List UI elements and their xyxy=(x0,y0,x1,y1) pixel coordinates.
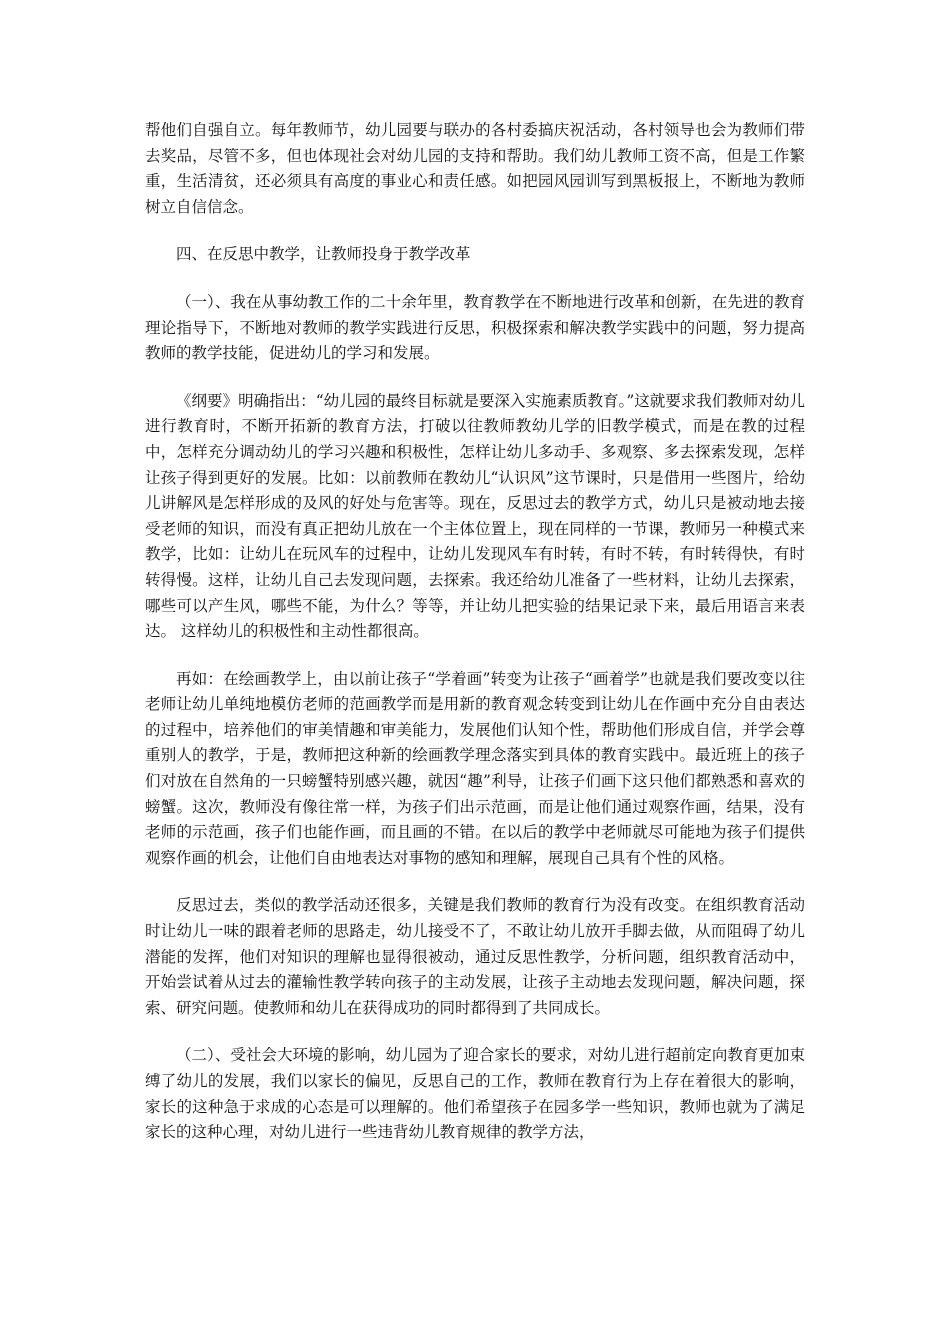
paragraph-gangyao: 《纲要》明确指出：“幼儿园的最终目标就是要深入实施素质教育。”这就要求我们教师对幼儿进行教育时，不断开拓新的教育方法，打破以往教师教幼儿学的旧教学模式，而是在教的过程中，怎样充分调动幼儿的学习兴趣和积极性，怎样让幼儿多动手、多观察、多去探索发现，怎样让孩子得到更好的发展。比如：以前教师在教幼儿“认识风”这节课时，只是借用一些图片，给幼儿讲解风是怎样形成的及风的好处与危害等。现在，反思过去的教学方式，幼儿只是被动地去接受老师的知识，而没有真正把幼儿放在一个主体位置上，现在同样的一节课，教师另一种模式来教学，比如：让幼儿在玩风车的过程中，让幼儿发现风车有时转，有时不转，有时转得快，有时转得慢。这样，让幼儿自己去发现问题，去探索。我还给幼儿准备了一些材料，让幼儿去探索，哪些可以产生风，哪些不能，为什么？等等，并让幼儿把实验的结果记录下来，最后用语言来表达。 这样幼儿的积极性和主动性都很高。 xyxy=(145,391,805,641)
section-heading: 四、在反思中教学，让教师投身于教学改革 xyxy=(176,245,471,264)
paragraph-reflection: 反思过去，类似的教学活动还很多，关键是我们教师的教育行为没有改变。在组织教育活动时让幼儿一味的跟着老师的思路走，幼儿接受不了，不敢让幼儿放开手脚去做，从而阻碍了幼儿潜能的发挥，他们对知识的理解也显得很被动，通过反思性教学，分析问题，组织教育活动中，开始尝试着从过去的灌输性教学转向孩子的主动发展，让孩子主动地去发现问题，解决问题，探索、研究问题。使教师和幼儿在获得成功的同时都得到了共同成长。 xyxy=(145,896,805,1017)
paragraph-continuation: 帮他们自强自立。每年教师节，幼儿园要与联办的各村委搞庆祝活动，各村领导也会为教师们带去奖品，尽管不多，但也体现社会对幼儿园的支持和帮助。我们幼儿教师工资不高，但是工作繁重，生活清贫，还必须具有高度的事业心和责任感。如把园风园训写到黑板报上，不断地为教师树立自信信念。 xyxy=(145,121,805,216)
paragraph-subsection-1: （一）、我在从事幼教工作的二十余年里，教育教学在不断地进行改革和创新，在先进的教育理论指导下，不断地对教师的教学实践进行反思，积极探索和解决教学实践中的问题，努力提高教师的教学技能，促进幼儿的学习和发展。 xyxy=(145,292,805,363)
document-page xyxy=(145,118,805,1168)
paragraph-subsection-2: （二）、受社会大环境的影响，幼儿园为了迎合家长的要求，对幼儿进行超前定向教育更加束缚了幼儿的发展，我们以家长的偏见，反思自己的工作，教师在教育行为上存在着很大的影响，家长的这种急于求成的心态是可以理解的。他们希望孩子在园多学一些知识，教师也就为了满足家长的这种心理，对幼儿进行一些违背幼儿教育规律的教学方法， xyxy=(145,1046,805,1142)
paragraph-drawing-teaching: 再如：在绘画教学上，由以前让孩子“学着画”转变为让孩子“画着学”也就是我们要改变以往老师让幼儿单纯地模仿老师的范画教学而是用新的教育观念转变到让幼儿在作画中充分自由表达的过程中，培养他们的审美情趣和审美能力，发展他们认知个性，帮助他们形成自信，并学会尊重别人的教学，于是，教师把这种新的绘画教学理念落实到具体的教育实践中。最近班上的孩子们对放在自然角的一只螃蟹特别感兴趣，就因“趣”利导，让孩子们画下这只他们都熟悉和喜欢的螃蟹。这次，教师没有像往常一样，为孩子们出示范画，而是让他们通过观察作画，结果，没有老师的示范画，孩子们也能作画，而且画的不错。在以后的教学中老师就尽可能地为孩子们提供观察作画的机会，让他们自由地表达对事物的感知和理解，展现自己具有个性的风格。 xyxy=(145,669,805,867)
